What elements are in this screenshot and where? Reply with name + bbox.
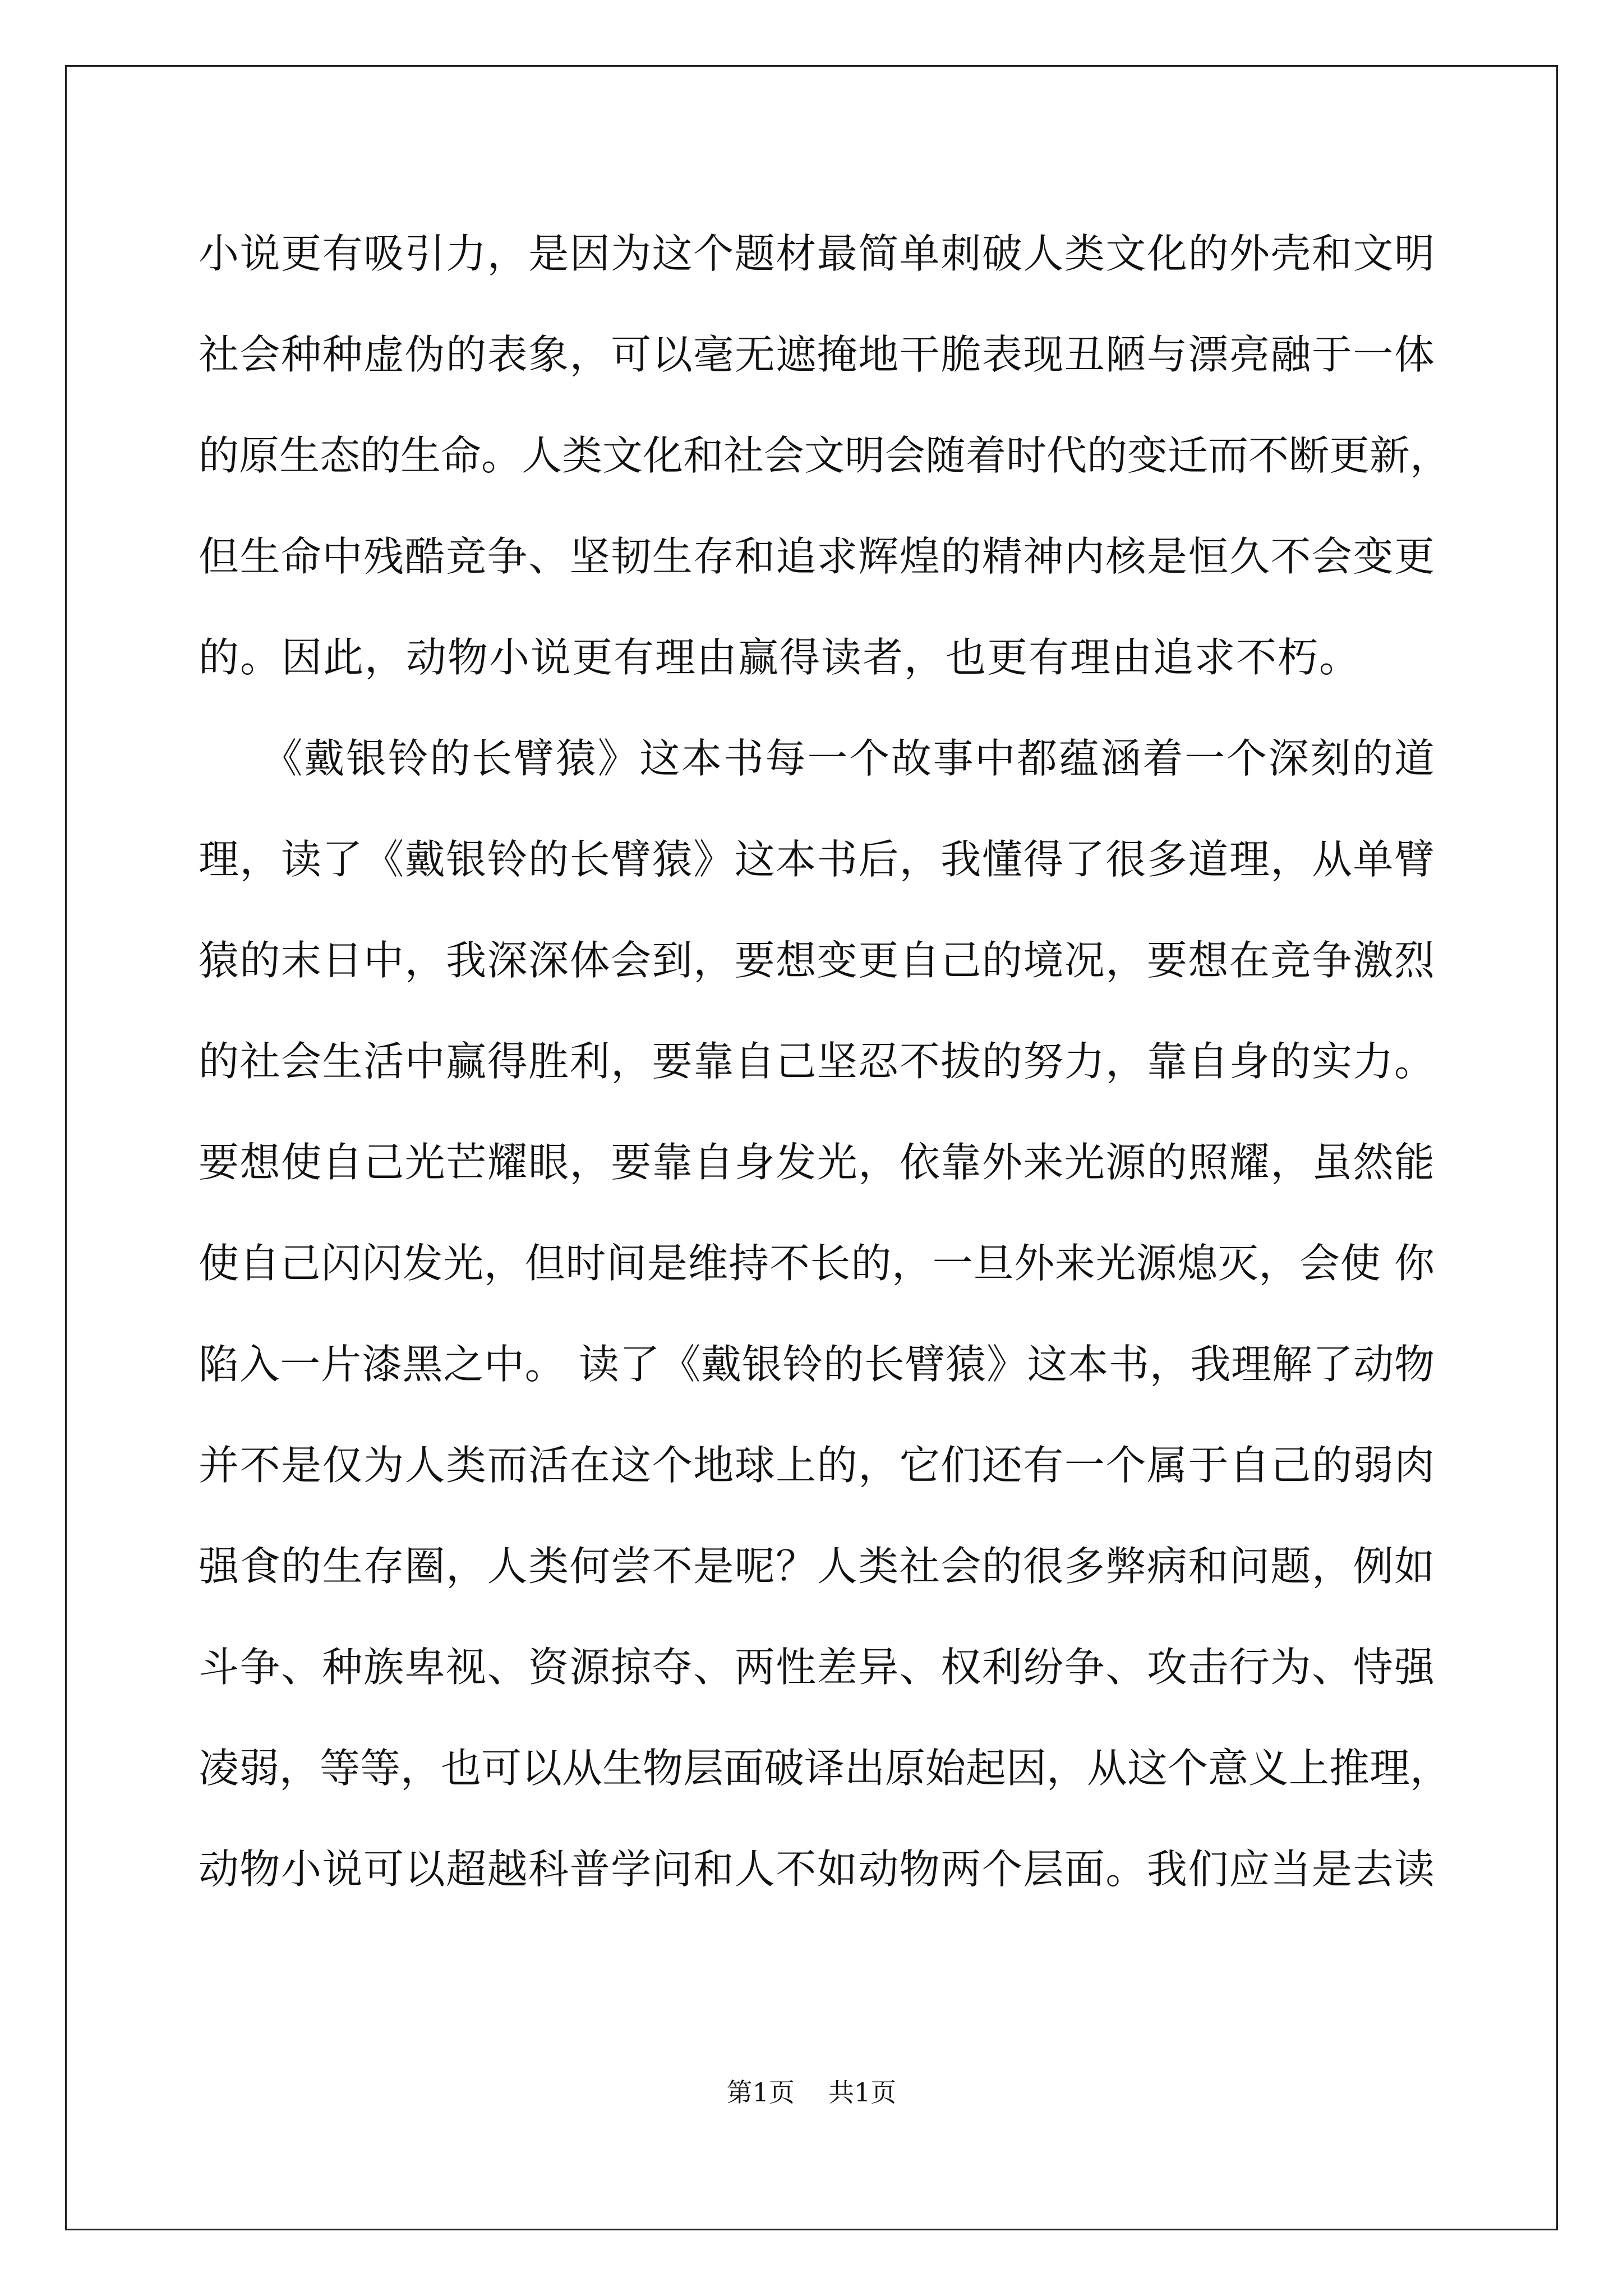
- text-line: 的社会生活中赢得胜利，要靠自己坚忍不拔的努力，靠自身的实力。: [199, 1038, 1435, 1085]
- text-line: 陷入一片漆黑之中。 读了《戴银铃的长臂猿》这本书，我理解了动物: [199, 1341, 1435, 1388]
- page-total: 共1页: [828, 2077, 897, 2108]
- text-line: 并不是仅为人类而活在这个地球上的，它们还有一个属于自己的弱肉: [199, 1442, 1435, 1489]
- text-line: 但生命中残酷竞争、坚韧生存和追求辉煌的精神内核是恒久不会变更: [199, 533, 1435, 580]
- text-line: 小说更有吸引力，是因为这个题材最简单刺破人类文化的外壳和文明: [199, 230, 1435, 277]
- text-line: 猿的末日中，我深深体会到，要想变更自己的境况，要想在竞争激烈: [199, 937, 1435, 984]
- text-line: 强食的生存圈，人类何尝不是呢？人类社会的很多弊病和问题，例如: [199, 1543, 1435, 1590]
- text-line: 的原生态的生命。人类文化和社会文明会随着时代的变迁而不断更新，: [199, 432, 1451, 479]
- text-line: 凌弱，等等，也可以从生物层面破译出原始起因，从这个意义上推理，: [199, 1745, 1451, 1792]
- page-footer: [0, 2076, 1623, 2109]
- text-line: 使自己闪闪发光，但时间是维持不长的，一旦外来光源熄灭，会使 你: [199, 1240, 1435, 1287]
- text-line: 《戴银铃的长臂猿》这本书每一个故事中都蕴涵着一个深刻的道: [199, 735, 1435, 782]
- text-line: 的。因此，动物小说更有理由赢得读者，也更有理由追求不朽。: [199, 634, 1361, 681]
- text-line: 理，读了《戴银铃的长臂猿》这本书后，我懂得了很多道理，从单臂: [199, 836, 1435, 883]
- text-line: 社会种种虚伪的表象，可以毫无遮掩地干脆表现丑陋与漂亮融于一体: [199, 331, 1435, 378]
- text-line: 动物小说可以超越科普学问和人不如动物两个层面。我们应当是去读: [199, 1846, 1435, 1893]
- body-text: [199, 209, 1451, 1925]
- page-number: 第1页: [726, 2077, 795, 2108]
- text-line: 要想使自己光芒耀眼，要靠自身发光，依靠外来光源的照耀，虽然能: [199, 1139, 1435, 1186]
- text-line: 斗争、种族卑视、资源掠夺、两性差异、权利纷争、攻击行为、恃强: [199, 1644, 1435, 1691]
